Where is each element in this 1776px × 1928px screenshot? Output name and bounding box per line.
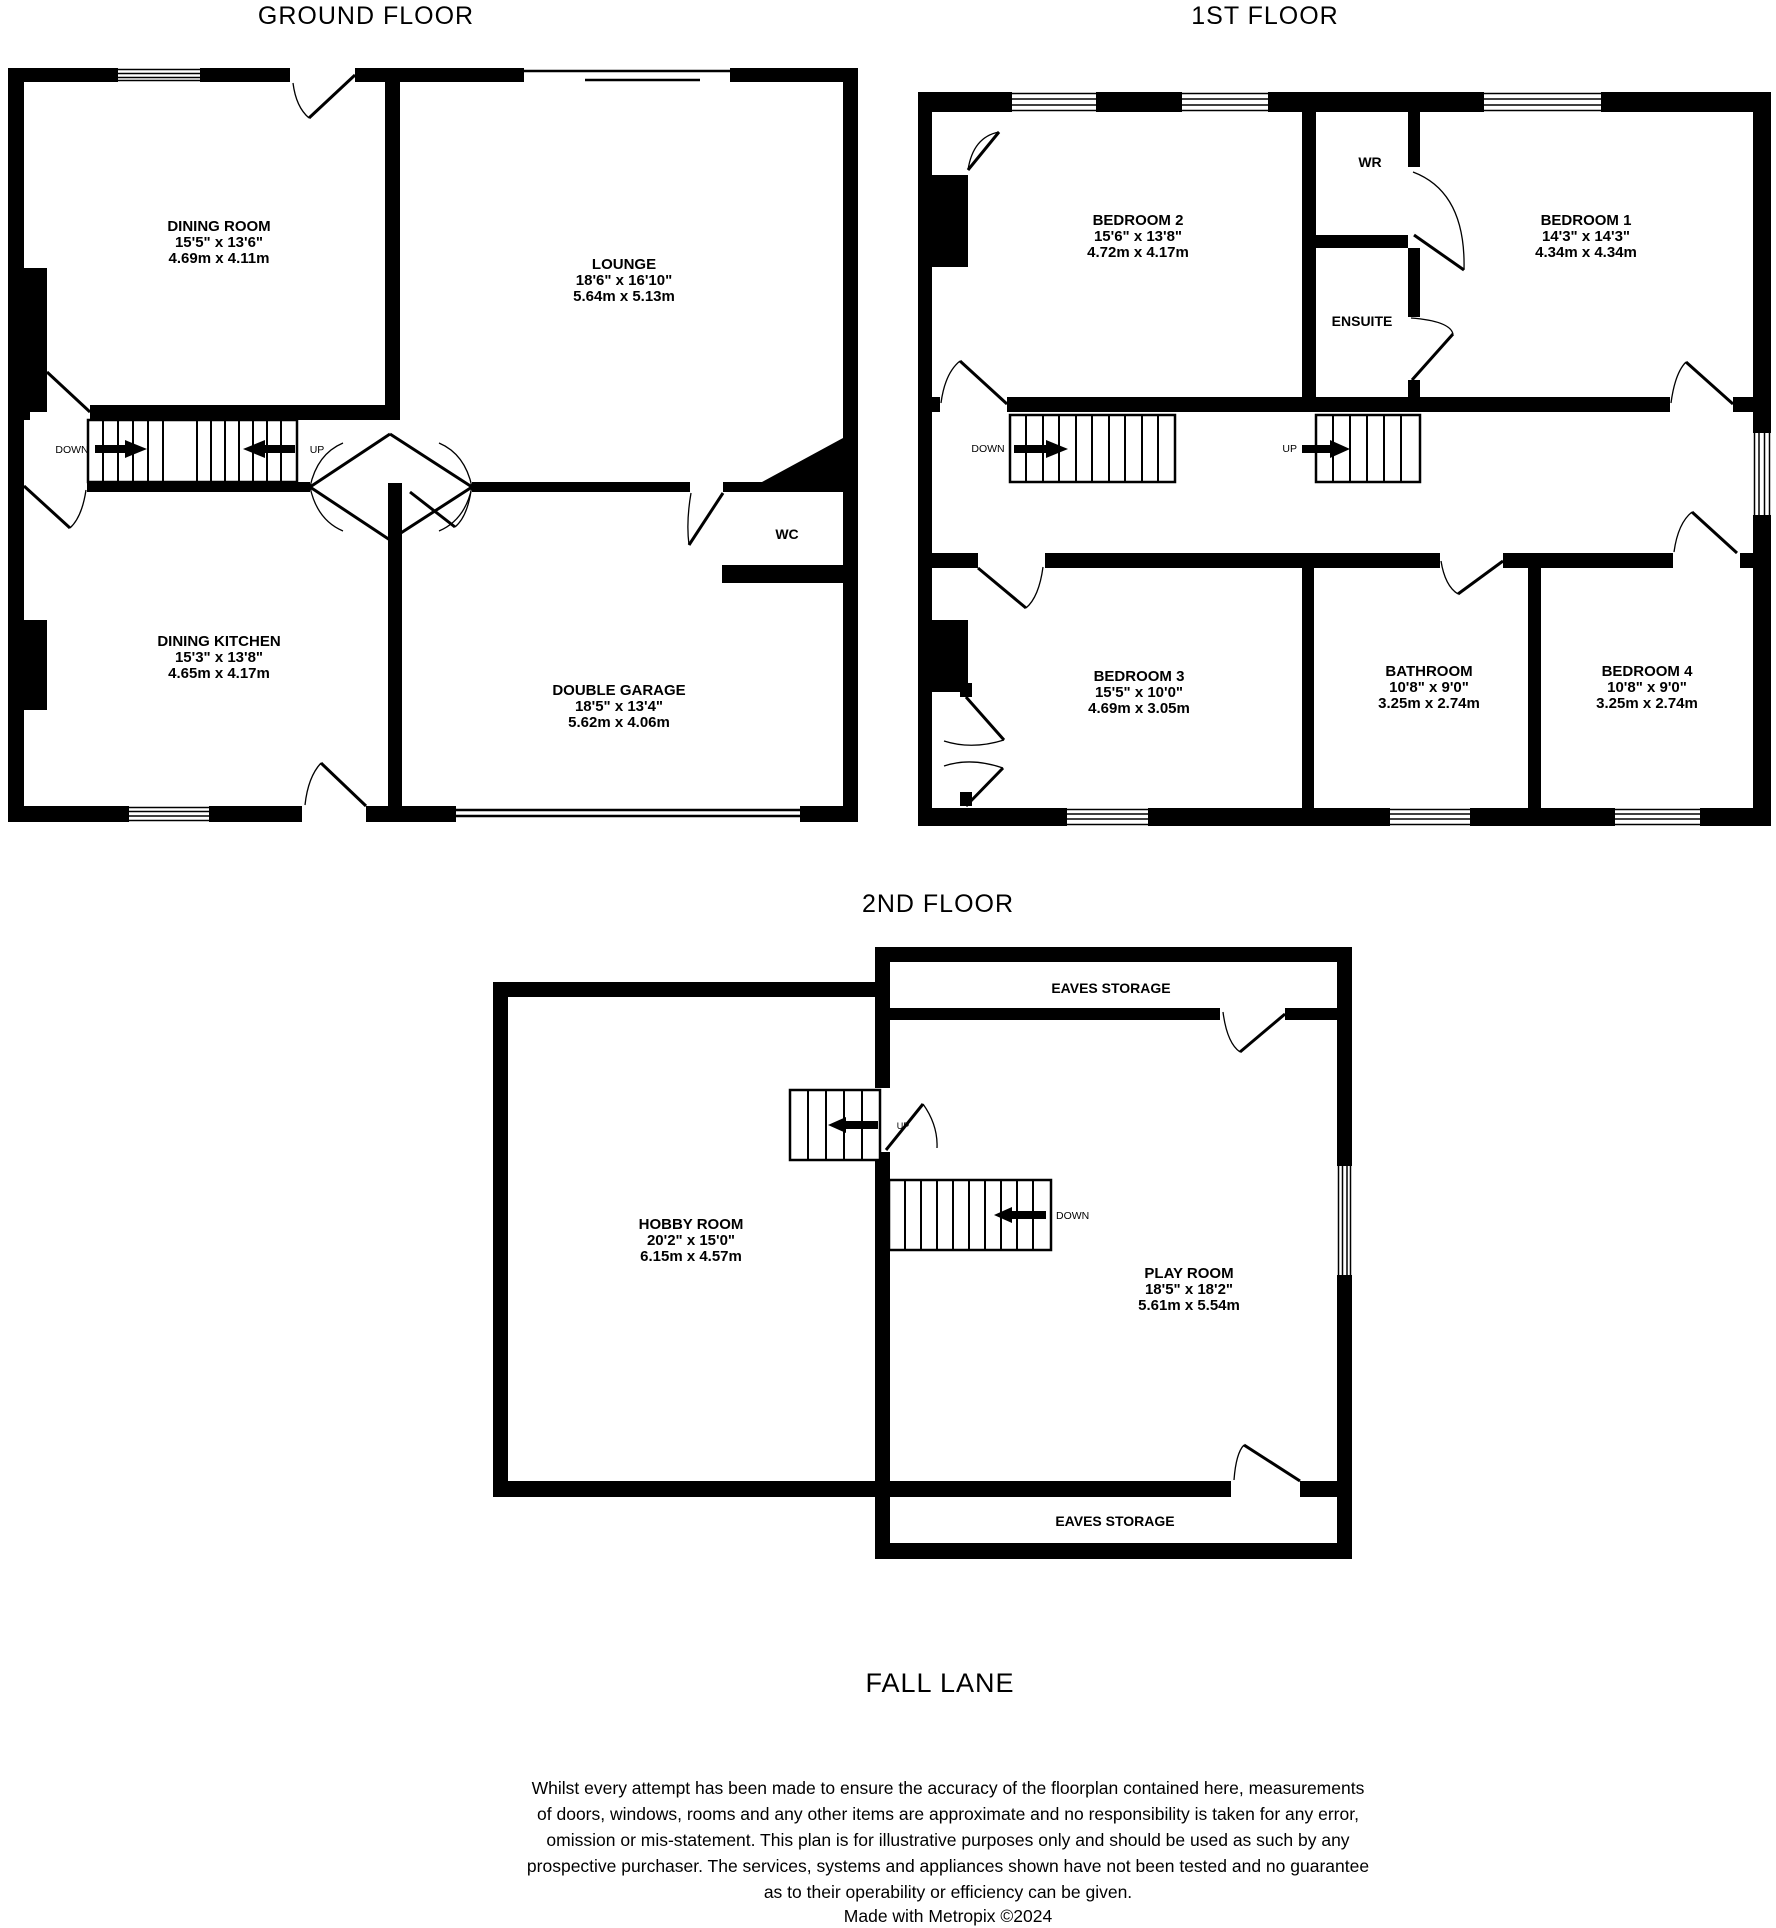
ground-floor-title: GROUND FLOOR bbox=[257, 2, 475, 30]
wr-door bbox=[1413, 172, 1464, 270]
staircase bbox=[790, 1090, 909, 1160]
room-metric: 5.61m x 5.54m bbox=[1138, 1297, 1240, 1314]
room-name: BATHROOM bbox=[1385, 663, 1473, 680]
disclaimer-line: Whilst every attempt has been made to ensure the accuracy of the floorplan contained here, measurements bbox=[531, 1778, 1365, 1798]
staircase bbox=[971, 415, 1420, 482]
ensuite-label: ENSUITE bbox=[1331, 313, 1393, 329]
bedroom2-casement-window bbox=[968, 132, 999, 170]
staircase bbox=[55, 420, 324, 482]
room-imperial: 15'3" x 13'8" bbox=[174, 649, 264, 666]
down-label: DOWN bbox=[1056, 1210, 1090, 1222]
room-name: DINING ROOM bbox=[167, 218, 271, 235]
staircase bbox=[889, 1180, 1089, 1250]
room-metric: 5.64m x 5.13m bbox=[573, 288, 675, 305]
bedroom1-door bbox=[1671, 362, 1733, 404]
room-metric: 6.15m x 4.57m bbox=[640, 1248, 742, 1265]
eaves-bottom-door bbox=[1234, 1445, 1300, 1481]
room-imperial: 15'5" x 13'6" bbox=[174, 234, 264, 251]
stair-door bbox=[886, 1104, 937, 1150]
double-garage-label bbox=[552, 682, 685, 731]
wc-door bbox=[688, 493, 723, 545]
room-metric: 3.25m x 2.74m bbox=[1378, 695, 1480, 712]
garage-door-opening bbox=[456, 810, 800, 816]
room-metric: 5.62m x 4.06m bbox=[568, 714, 670, 731]
room-name: HOBBY ROOM bbox=[638, 1216, 744, 1233]
room-metric: 4.65m x 4.17m bbox=[168, 665, 270, 682]
disclaimer-line: of doors, windows, rooms and any other items are approximate and no responsibility is taken for any error, bbox=[537, 1804, 1359, 1824]
room-metric: 3.25m x 2.74m bbox=[1596, 695, 1698, 712]
eaves-storage-top-label: EAVES STORAGE bbox=[1051, 980, 1171, 996]
kitchen-door bbox=[24, 486, 86, 528]
disclaimer-line: prospective purchaser. The services, systems and appliances shown have not been tested and no guarantee bbox=[526, 1856, 1370, 1876]
dining-room-label bbox=[167, 218, 270, 267]
room-imperial: 18'6" x 16'10" bbox=[575, 272, 673, 289]
room-imperial: 18'5" x 13'4" bbox=[574, 698, 664, 715]
room-metric: 4.34m x 4.34m bbox=[1535, 244, 1637, 261]
first-floor-title: 1ST FLOOR bbox=[1191, 2, 1339, 30]
room-imperial: 10'8" x 9'0" bbox=[1607, 679, 1687, 696]
play-room-label bbox=[1138, 1265, 1240, 1314]
room-metric: 4.69m x 3.05m bbox=[1088, 700, 1190, 717]
eaves-storage-bottom-label: EAVES STORAGE bbox=[1055, 1513, 1175, 1529]
disclaimer-line: as to their operability or efficiency can be given. bbox=[763, 1882, 1133, 1902]
wr-label: WR bbox=[1358, 154, 1382, 170]
room-metric: 4.69m x 4.11m bbox=[168, 250, 270, 267]
second-floor-title: 2ND FLOOR bbox=[861, 890, 1015, 918]
up-label: UP bbox=[1282, 443, 1297, 455]
ensuite-door bbox=[1411, 318, 1453, 380]
lounge-label bbox=[573, 256, 675, 305]
up-label: UP bbox=[896, 1121, 910, 1131]
down-label: DOWN bbox=[55, 444, 89, 456]
second-floor-plan bbox=[493, 890, 1352, 1559]
open-wall-lines bbox=[520, 71, 730, 80]
bedroom3-casement-window bbox=[944, 697, 1004, 806]
hobby-room-label bbox=[639, 1216, 744, 1265]
eaves-top-door bbox=[1223, 1012, 1285, 1052]
window bbox=[1012, 92, 1096, 112]
address-title: FALL LANE bbox=[865, 1668, 1015, 1698]
bathroom-door bbox=[1441, 561, 1503, 594]
wc-label: WC bbox=[775, 526, 799, 542]
room-name: BEDROOM 2 bbox=[1092, 212, 1184, 229]
window bbox=[1390, 808, 1470, 826]
bedroom3-label bbox=[1088, 668, 1190, 717]
room-name: DOUBLE GARAGE bbox=[552, 682, 686, 699]
bedroom4-label bbox=[1596, 663, 1698, 712]
room-imperial: 15'5" x 10'0" bbox=[1094, 684, 1184, 701]
room-imperial: 20'2" x 15'0" bbox=[646, 1232, 736, 1249]
bedroom4-door bbox=[1674, 512, 1737, 553]
window bbox=[1182, 92, 1268, 112]
window bbox=[1615, 808, 1700, 826]
first-floor-plan bbox=[918, 2, 1771, 826]
room-imperial: 10'8" x 9'0" bbox=[1389, 679, 1469, 696]
window bbox=[129, 806, 209, 822]
credit-line: Made with Metropix ©2024 bbox=[843, 1906, 1053, 1926]
window bbox=[1753, 433, 1771, 515]
window bbox=[118, 68, 200, 82]
room-imperial: 14'3" x 14'3" bbox=[1541, 228, 1631, 245]
room-name: BEDROOM 1 bbox=[1540, 212, 1632, 229]
bedroom2-door bbox=[941, 361, 1007, 404]
ground-floor-plan bbox=[8, 2, 858, 822]
bedroom3-door bbox=[978, 567, 1043, 608]
bathroom-label bbox=[1378, 663, 1480, 712]
window bbox=[1484, 92, 1601, 112]
room-name: BEDROOM 4 bbox=[1601, 663, 1693, 680]
dining-kitchen-label bbox=[157, 633, 280, 682]
room-metric: 4.72m x 4.17m bbox=[1087, 244, 1189, 261]
disclaimer-line: omission or mis-statement. This plan is for illustrative purposes only and should be used as such by any bbox=[546, 1830, 1350, 1850]
room-imperial: 15'6" x 13'8" bbox=[1093, 228, 1183, 245]
front-door bbox=[293, 75, 355, 118]
footer bbox=[527, 1668, 1369, 1926]
room-imperial: 18'5" x 18'2" bbox=[1144, 1281, 1234, 1298]
room-name: BEDROOM 3 bbox=[1093, 668, 1185, 685]
room-name: LOUNGE bbox=[591, 256, 657, 273]
back-door bbox=[305, 763, 366, 806]
walls bbox=[493, 947, 1352, 1559]
down-label: DOWN bbox=[971, 443, 1005, 455]
room-name: DINING KITCHEN bbox=[157, 633, 281, 650]
bedroom2-label bbox=[1087, 212, 1189, 261]
window bbox=[1337, 1166, 1352, 1275]
window bbox=[1067, 808, 1148, 826]
bedroom1-label bbox=[1535, 212, 1637, 261]
room-name: PLAY ROOM bbox=[1144, 1265, 1234, 1282]
up-label: UP bbox=[309, 444, 325, 456]
